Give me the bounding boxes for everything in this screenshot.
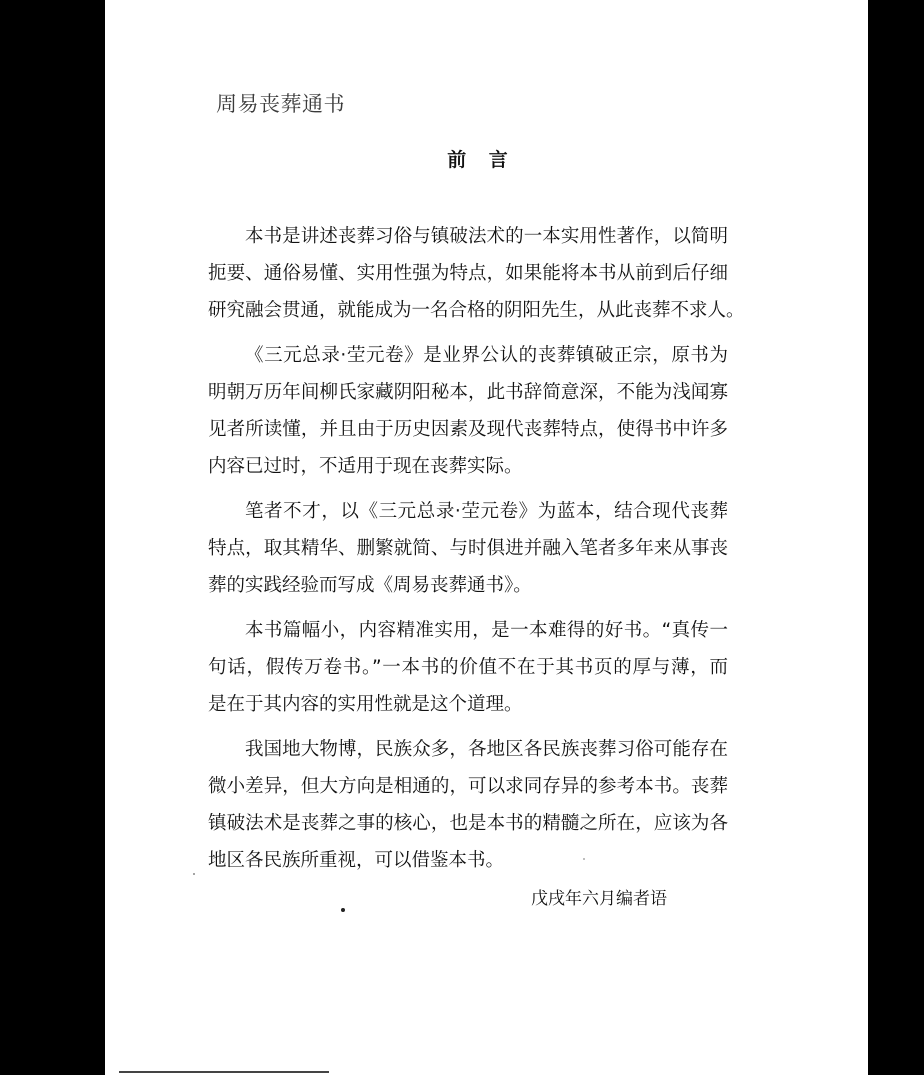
- paragraph-line: 是在于其内容的实用性就是这个道理。: [208, 694, 523, 715]
- paragraph-line: 笔者不才，以《三元总录·茔元卷》为蓝本，结合现代丧葬: [245, 501, 728, 522]
- paragraph: [208, 612, 728, 723]
- paragraph-line: 研究融会贯通，就能成为一名合格的阴阳先生，从此丧葬不求人。: [208, 300, 745, 321]
- scan-edge-line: [119, 1071, 329, 1073]
- paragraph-line: 镇破法术是丧葬之事的核心，也是本书的精髓之所在，应该为各: [208, 813, 728, 834]
- paragraph: [208, 337, 728, 485]
- paragraph-line: 地区各民族所重视，可以借鉴本书。: [208, 850, 505, 871]
- paragraph-line: 内容已过时，不适用于现在丧葬实际。: [208, 456, 523, 477]
- paragraph-line: 《三元总录·茔元卷》是业界公认的丧葬镇破正宗，原书为: [245, 345, 728, 366]
- paragraph-line: 见者所读懂，并且由于历史因素及现代丧葬特点，使得书中许多: [208, 419, 728, 440]
- document-page: [105, 0, 868, 1075]
- paragraph-line: 本书篇幅小，内容精准实用，是一本难得的好书。“真传一: [245, 620, 728, 641]
- paragraph-line: 明朝万历年间柳氏家藏阴阳秘本，此书辞简意深，不能为浅闻寡: [208, 382, 728, 403]
- book-title: 周易丧葬通书: [216, 92, 345, 116]
- paragraph-line: 扼要、通俗易懂、实用性强为特点，如果能将本书从前到后仔细: [208, 263, 728, 284]
- paragraph-line: 我国地大物博，民族众多，各地区各民族丧葬习俗可能存在: [245, 739, 728, 760]
- paragraph: [208, 218, 745, 329]
- signature: 戊戌年六月编者语: [531, 889, 667, 909]
- paragraph-line: 微小差异，但大方向是相通的，可以求同存异的参考本书。丧葬: [208, 776, 728, 797]
- scan-speck: [583, 858, 585, 860]
- paragraph-line: 葬的实践经验而写成《周易丧葬通书》。: [208, 575, 532, 596]
- paragraph: [208, 493, 728, 604]
- paragraph-line: 句话，假传万卷书。”一本书的价值不在于其书页的厚与薄，而: [208, 657, 728, 678]
- scan-speck: [193, 873, 195, 875]
- paragraph-line: 特点，取其精华、删繁就简、与时俱进并融入笔者多年来从事丧: [208, 538, 728, 559]
- paragraph-line: 本书是讲述丧葬习俗与镇破法术的一本实用性著作，以简明: [245, 226, 728, 247]
- preface-body: [208, 218, 745, 879]
- paragraph: [208, 731, 728, 879]
- preface-heading: 前 言: [447, 149, 516, 171]
- scan-speck: [341, 908, 345, 912]
